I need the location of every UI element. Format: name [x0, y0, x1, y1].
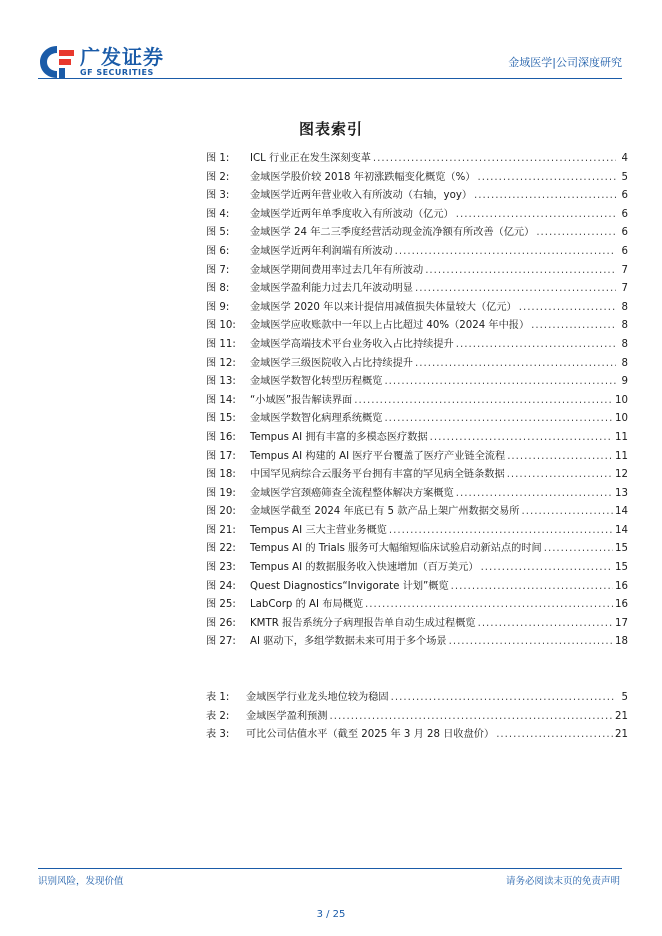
dot-leader [521, 503, 613, 522]
figure-index-entry-title[interactable]: Tempus AI 构建的 AI 医疗平台覆盖了医疗产业链全流程 [250, 450, 506, 462]
figure-index-entry-label: 图 15: [206, 413, 236, 425]
dot-leader [456, 206, 616, 225]
table-index-entry-title[interactable]: 金域医学盈利预测 [246, 710, 328, 722]
figure-index-entry-label: 图 27: [206, 636, 236, 648]
dot-leader [536, 224, 616, 243]
figure-index-entry-title[interactable]: 金域医学三级医院收入占比持续提升 [250, 357, 413, 369]
figure-index-entry-label: 图 24: [206, 580, 236, 592]
figure-index-entry[interactable] [206, 262, 628, 281]
figure-index-entry-title[interactable]: Tempus AI 的数据服务收入快速增加（百万美元） [250, 562, 479, 574]
figure-index-entry-label: 图 5: [206, 227, 230, 239]
toc-title: 图表索引 [298, 120, 363, 138]
dot-leader [330, 708, 614, 727]
dot-leader [519, 299, 616, 318]
figure-index-entry-title[interactable]: 金域医学截至 2024 年底已有 5 款产品上架广州数据交易所 [250, 506, 520, 518]
dot-leader [507, 448, 613, 467]
gf-logo-icon [38, 44, 76, 80]
figure-index-entry[interactable] [206, 336, 628, 355]
dot-leader [531, 317, 616, 336]
dot-leader [451, 578, 613, 597]
figure-index-entry-label: 图 25: [206, 599, 236, 611]
figure-index-entry[interactable] [206, 615, 628, 634]
figure-index-entry-page: 11 [615, 450, 628, 462]
figure-index-entry-page: 11 [615, 431, 628, 443]
figure-index-entry-title[interactable]: 金域医学 24 年二三季度经营活动现金流净额有所改善（亿元） [250, 227, 535, 239]
figure-index-entry-title[interactable]: ICL 行业正在发生深刻变革 [250, 153, 371, 164]
figure-index-entry-title[interactable]: AI 驱动下，多组学数据未来可用于多个场景 [250, 636, 447, 648]
figure-index-entry-page: 7 [621, 264, 628, 276]
figure-index-entry-label: 图 3: [206, 190, 230, 202]
figure-index-entry-page: 8 [621, 320, 628, 332]
dot-leader [496, 726, 613, 745]
figure-index-entry-label: 图 26: [206, 617, 236, 629]
dot-leader [456, 485, 613, 504]
table-index-entry-page: 21 [615, 710, 628, 722]
dot-leader [507, 466, 613, 485]
figure-index-entry-title[interactable]: Quest Diagnostics“Invigorate 计划”概览 [250, 580, 449, 592]
figure-index-entry-title[interactable]: 金域医学宫颈癌筛查全流程整体解决方案概览 [250, 487, 454, 499]
dot-leader [415, 280, 616, 299]
figure-index-entry-title[interactable]: 金域医学 2020 年以来计提信用减值损失体量较大（亿元） [250, 301, 517, 313]
dot-leader [354, 392, 613, 411]
figure-index-entry[interactable] [206, 243, 628, 262]
dot-leader [425, 262, 616, 281]
figure-index-entry-title[interactable]: 金域医学数智化病理系统概览 [250, 413, 383, 425]
table-index-entry[interactable] [206, 726, 628, 745]
report-category: 金域医学|公司深度研究 [508, 56, 622, 69]
figure-index-entry[interactable] [206, 559, 628, 578]
dot-leader [365, 596, 613, 615]
figure-index-entry-title[interactable]: 金域医学近两年营业收入有所波动（右轴，yoy） [250, 190, 473, 202]
figure-index-entry[interactable] [206, 150, 628, 169]
figure-index-entry-page: 5 [621, 171, 628, 183]
dot-leader [474, 187, 616, 206]
footer-disclaimer: 请务必阅读末页的免责声明 [505, 876, 620, 887]
figure-index-entry-page: 14 [615, 506, 628, 518]
figure-index-entry-title[interactable]: 金域医学应收账款中一年以上占比超过 40%（2024 年中报） [250, 320, 530, 332]
figure-index-entry-title[interactable]: 金域医学期间费用率过去几年有所波动 [250, 264, 424, 276]
figure-index-entry[interactable] [206, 485, 628, 504]
figure-index-entry-title[interactable]: Tempus AI 三大主营业务概览 [250, 524, 387, 536]
dot-leader [544, 540, 613, 559]
page-number: 3 / 25 [316, 909, 346, 920]
figure-index-entry-label: 图 20: [206, 506, 236, 518]
figure-index-entry-page: 10 [615, 394, 628, 406]
figure-index-entry-label: 图 19: [206, 487, 236, 499]
figure-index-entry-page: 17 [615, 617, 628, 629]
dot-leader [384, 373, 616, 392]
dot-leader [478, 615, 613, 634]
dot-leader [481, 559, 613, 578]
dot-leader [373, 150, 616, 169]
figure-index-entry[interactable] [206, 187, 628, 206]
company-logo [38, 44, 164, 80]
figure-index-entry-page: 7 [621, 283, 628, 295]
figure-index-entry-label: 图 1: [206, 153, 230, 164]
table-index-entry-page: 5 [621, 692, 628, 703]
figure-index-entry-label: 图 17: [206, 450, 236, 462]
table-index-entry-title[interactable]: 可比公司估值水平（截至 2025 年 3 月 28 日收盘价） [246, 729, 495, 741]
figure-index-entry-label: 图 9: [206, 301, 230, 313]
figure-index-entry-label: 图 21: [206, 524, 236, 536]
table-index-entry-label: 表 3: [206, 729, 230, 741]
figure-index-entry-label: 图 7: [206, 264, 230, 276]
dot-leader [456, 336, 616, 355]
figure-index-entry-title[interactable]: 金域医学高端技术平台业务收入占比持续提升 [250, 338, 454, 350]
figure-index-entry-label: 图 23: [206, 562, 236, 574]
brand-name-en: GF SECURITIES [80, 68, 154, 77]
figure-index-entry[interactable] [206, 633, 628, 652]
figure-index-entry-title[interactable]: “小域医”报告解读界面 [250, 394, 353, 406]
figure-index-entry-page: 9 [621, 376, 628, 388]
figure-index-entry-title[interactable]: Tempus AI 的 Trials 服务可大幅缩短临床试验启动新站点的时间 [250, 543, 542, 555]
figure-index-entry-page: 6 [621, 245, 628, 257]
figure-index-entry-label: 图 22: [206, 543, 236, 555]
figure-index-entry-label: 图 4: [206, 208, 230, 220]
figure-index-entry-page: 8 [621, 357, 628, 369]
figure-index-entry-title[interactable]: LabCorp 的 AI 布局概览 [250, 599, 364, 611]
dot-leader [384, 410, 613, 429]
figure-index-entry-page: 15 [615, 562, 628, 574]
table-index-entry[interactable] [206, 689, 628, 708]
figure-index-entry[interactable] [206, 540, 628, 559]
figure-index-entry-title[interactable]: 金域医学近两年利润端有所波动 [250, 245, 393, 257]
table-index-entry-title[interactable]: 金域医学行业龙头地位较为稳固 [246, 692, 389, 703]
dot-leader [449, 633, 613, 652]
table-index-entry[interactable] [206, 708, 628, 727]
table-index-entry-label: 表 2: [206, 710, 230, 722]
figure-index-entry[interactable] [206, 169, 628, 188]
figure-index-entry[interactable] [206, 392, 628, 411]
figure-index-entry-label: 图 6: [206, 245, 230, 257]
figure-index-entry-page: 16 [615, 599, 628, 611]
figure-index-entry-page: 15 [615, 543, 628, 555]
figure-index-entry[interactable] [206, 466, 628, 485]
figure-index-entry-title[interactable]: KMTR 报告系统分子病理报告单自动生成过程概览 [250, 617, 476, 629]
footer-divider [38, 868, 622, 869]
figure-index-entry-label: 图 10: [206, 320, 236, 332]
table-index-list [206, 689, 628, 745]
figure-index-entry-title[interactable]: 金域医学股价较 2018 年初涨跌幅变化概览（%） [250, 171, 476, 183]
table-index-entry-label: 表 1: [206, 692, 230, 703]
figure-index-entry-label: 图 13: [206, 376, 236, 388]
figure-index-entry-page: 18 [615, 636, 628, 648]
figure-index-entry[interactable] [206, 522, 628, 541]
figure-index-entry[interactable] [206, 317, 628, 336]
dot-leader [415, 355, 616, 374]
figure-index-entry[interactable] [206, 578, 628, 597]
figure-index-entry-title[interactable]: 金域医学近两年单季度收入有所波动（亿元） [250, 208, 454, 220]
figure-index-entry[interactable] [206, 373, 628, 392]
figure-index-entry-page: 13 [615, 487, 628, 499]
table-index-entry-page: 21 [615, 729, 628, 741]
dot-leader [389, 522, 613, 541]
figure-index-entry[interactable] [206, 596, 628, 615]
figure-index-entry-label: 图 12: [206, 357, 236, 369]
figure-index-entry-label: 图 8: [206, 283, 230, 295]
figure-index-entry-label: 图 16: [206, 431, 236, 443]
dot-leader [395, 243, 616, 262]
figure-index-entry[interactable] [206, 280, 628, 299]
figure-index-entry-page: 6 [621, 227, 628, 239]
dot-leader [477, 169, 616, 188]
figure-index-entry-label: 图 11: [206, 338, 236, 350]
figure-index-entry[interactable] [206, 503, 628, 522]
figure-index-entry[interactable] [206, 224, 628, 243]
figure-index-entry-title[interactable]: 金域医学数智化转型历程概览 [250, 376, 383, 388]
figure-index-entry-page: 6 [621, 190, 628, 202]
header-divider [38, 78, 622, 79]
figure-index-entry[interactable] [206, 410, 628, 429]
figure-index-entry-page: 6 [621, 208, 628, 220]
footer-slogan: 识别风险，发现价值 [38, 876, 124, 887]
figure-index-entry-title[interactable]: 金域医学盈利能力过去几年波动明显 [250, 283, 413, 295]
figure-index-entry-title[interactable]: Tempus AI 拥有丰富的多模态医疗数据 [250, 431, 428, 443]
figure-index-entry-page: 4 [621, 153, 628, 164]
figure-index-entry[interactable] [206, 429, 628, 448]
figure-index-entry[interactable] [206, 448, 628, 467]
page-header [38, 40, 622, 80]
figure-index-entry[interactable] [206, 299, 628, 318]
figure-index-entry-page: 8 [621, 301, 628, 313]
figure-index-entry-page: 10 [615, 413, 628, 425]
figure-index-entry[interactable] [206, 206, 628, 225]
figure-index-entry-label: 图 14: [206, 394, 236, 406]
figure-index-entry-page: 14 [615, 524, 628, 536]
brand-name-cn: 广发证券 [80, 45, 164, 69]
figure-index-entry-page: 8 [621, 338, 628, 350]
figure-index-list [206, 150, 628, 652]
figure-index-entry-title[interactable]: 中国罕见病综合云服务平台拥有丰富的罕见病全链条数据 [250, 469, 505, 481]
figure-index-entry-page: 16 [615, 580, 628, 592]
figure-index-entry[interactable] [206, 355, 628, 374]
figure-index-entry-label: 图 2: [206, 171, 230, 183]
dot-leader [391, 689, 616, 708]
dot-leader [430, 429, 613, 448]
figure-index-entry-label: 图 18: [206, 469, 236, 481]
figure-index-entry-page: 12 [615, 469, 628, 481]
